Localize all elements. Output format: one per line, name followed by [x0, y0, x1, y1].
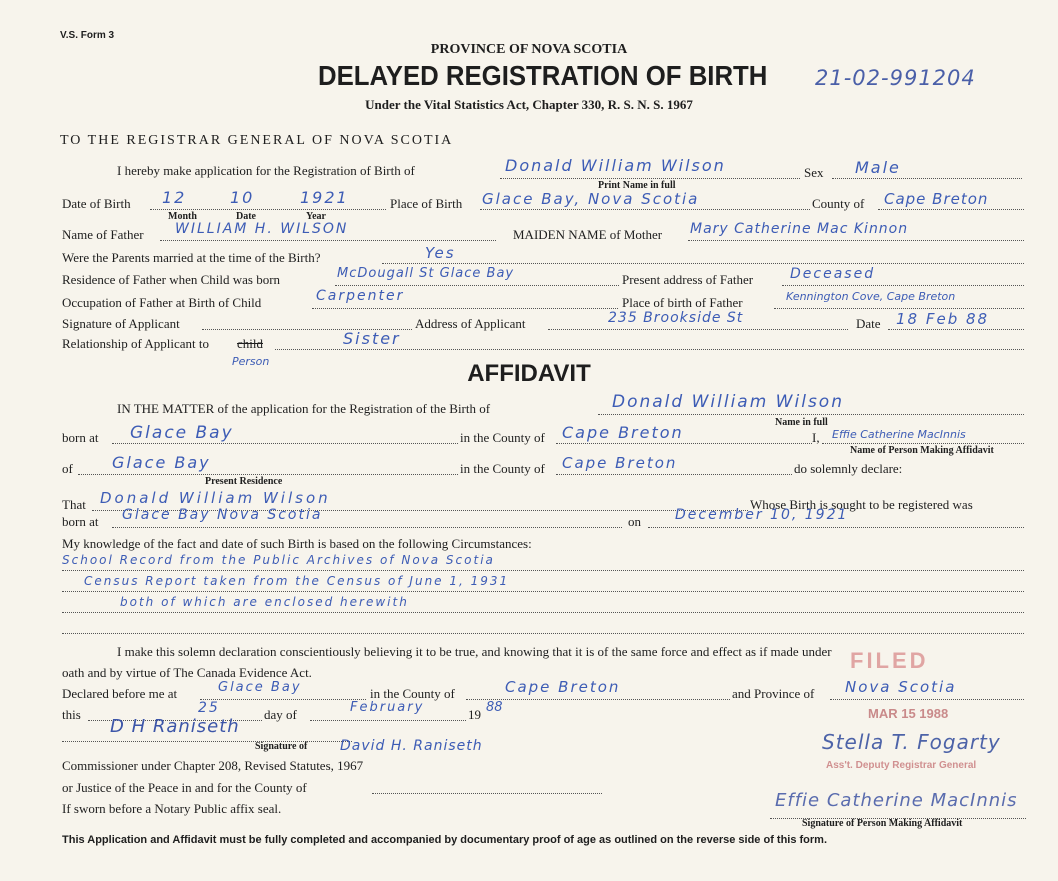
- solemn-declaration-2: oath and by virtue of The Canada Evidence Act.: [62, 665, 312, 680]
- date-value: 18 Feb 88: [896, 310, 990, 328]
- to-registrar-line: TO THE REGISTRAR GENERAL OF NOVA SCOTIA: [60, 133, 454, 148]
- relationship-inserted: Person: [232, 355, 270, 368]
- date-line: [888, 329, 1024, 330]
- father-birthplace-label: Place of birth of Father: [622, 295, 743, 310]
- present-address-line: [782, 285, 1024, 286]
- father-value: WILLIAM H. WILSON: [175, 221, 349, 237]
- that-value: Donald William Wilson: [100, 489, 331, 507]
- occupation-value: Carpenter: [316, 288, 405, 304]
- born-at2-value: Glace Bay Nova Scotia: [122, 507, 323, 523]
- circumstance-2: Census Report taken from the Census of June 1, 1931: [84, 574, 510, 588]
- print-name-hint: Print Name in full: [598, 180, 676, 191]
- signature-label: Signature of Applicant: [62, 316, 180, 331]
- declared-line: [200, 699, 366, 700]
- place-of-birth-label: Place of Birth: [390, 196, 463, 211]
- of-value: Glace Bay: [112, 453, 211, 472]
- mother-line: [688, 240, 1024, 241]
- circumstance-3: both of which are enclosed herewith: [120, 595, 409, 609]
- footer-note: This Application and Affidavit must be fully completed and accompanied by documentary proof of age as outlined on the reverse side of this form.: [62, 834, 828, 846]
- father-birthplace-value: Kennington Cove, Cape Breton: [786, 290, 956, 303]
- aff-county2-value: Cape Breton: [562, 454, 678, 472]
- circumstance-line-3: [62, 612, 1024, 613]
- circumstance-line-2: [62, 591, 1024, 592]
- declare-label: do solemnly declare:: [794, 461, 903, 476]
- month-value: February: [350, 700, 425, 715]
- on-label: on: [628, 514, 641, 529]
- present-address-label: Present address of Father: [622, 272, 754, 287]
- justice-line: [372, 793, 602, 794]
- province-value: Nova Scotia: [845, 678, 957, 696]
- mother-value: Mary Catherine Mac Kinnon: [690, 221, 909, 237]
- that-label: That: [62, 497, 86, 512]
- month-line: [310, 720, 466, 721]
- dob-label: Date of Birth: [62, 196, 131, 211]
- registrar-signature: Stella T. Fogarty: [822, 730, 1001, 754]
- born-at-line-2: [112, 527, 622, 528]
- address-line: [548, 329, 848, 330]
- knowledge-label: My knowledge of the fact and date of such Birth is based on the following Circumstances:: [62, 536, 532, 551]
- occupation-label: Occupation of Father at Birth of Child: [62, 295, 262, 310]
- county-label: County of: [812, 196, 865, 211]
- born-at-label: born at: [62, 430, 99, 445]
- affiant-signature-label: Signature of Person Making Affidavit: [802, 818, 963, 829]
- address-label: Address of Applicant: [415, 316, 526, 331]
- address-value: 235 Brookside St: [608, 310, 744, 326]
- born-at-label-2: born at: [62, 514, 99, 529]
- signature-of-label: Signature of: [255, 741, 308, 752]
- declared-value: Glace Bay: [218, 680, 302, 695]
- county-of-line-3: [466, 699, 730, 700]
- dob-year: 1921: [300, 188, 349, 207]
- county-of-label: in the County of: [460, 430, 545, 445]
- sex-label: Sex: [804, 165, 824, 180]
- county-line: [878, 209, 1024, 210]
- county-value: Cape Breton: [884, 190, 989, 208]
- i-label: I,: [812, 430, 820, 445]
- circumstance-line-4: [62, 633, 1024, 634]
- commissioner-signature: D H Raniseth: [110, 716, 240, 737]
- whose-label: Whose Birth is sought to be registered was: [750, 497, 973, 512]
- matter-value: Donald William Wilson: [612, 392, 844, 412]
- relationship-line: [275, 349, 1024, 350]
- place-of-birth-value: Glace Bay, Nova Scotia: [482, 190, 700, 208]
- of-line: [78, 474, 458, 475]
- county-of-line-2: [556, 474, 792, 475]
- day-value: 25: [198, 700, 220, 716]
- affiant-name-hint: Name of Person Making Affidavit: [850, 445, 994, 456]
- born-at-line: [112, 443, 458, 444]
- dob-month: 12: [162, 188, 187, 207]
- commissioner-sig-line: [62, 741, 352, 742]
- residence-line: [335, 285, 619, 286]
- commissioner-label: Commissioner under Chapter 208, Revised Statutes, 1967: [62, 758, 364, 773]
- commissioner-name: David H. Raniseth: [340, 738, 483, 754]
- declared-label: Declared before me at: [62, 686, 178, 701]
- father-birthplace-line: [774, 308, 1024, 309]
- residence-label: Residence of Father when Child was born: [62, 272, 281, 287]
- sex-value: Male: [855, 158, 901, 177]
- born-at-value: Glace Bay: [130, 423, 234, 443]
- justice-label: or Justice of the Peace in and for the County of: [62, 780, 307, 795]
- of-label: of: [62, 461, 73, 476]
- matter-label: IN THE MATTER of the application for the Registration of the Birth of: [117, 401, 491, 416]
- this-label: this: [62, 707, 81, 722]
- year-hint: Year: [306, 211, 326, 222]
- filed-stamp-date: MAR 15 1988: [868, 706, 949, 721]
- residence-value: McDougall St Glace Bay: [337, 266, 515, 281]
- name-in-full-hint: Name in full: [775, 417, 828, 428]
- notary-label: If sworn before a Notary Public affix seal.: [62, 801, 282, 816]
- affiant-line: [822, 443, 1024, 444]
- year-prefix: 19: [468, 707, 481, 722]
- intro-label: I hereby make application for the Registration of Birth of: [117, 163, 415, 178]
- date-hint: Date: [236, 211, 256, 222]
- married-label: Were the Parents married at the time of the Birth?: [62, 250, 321, 265]
- registrar-title: Ass't. Deputy Registrar General: [826, 760, 977, 771]
- month-hint: Month: [168, 211, 197, 222]
- solemn-declaration-1: I make this solemn declaration conscientiously believing it to be true, and knowing that it is of the same force and effect as if made under: [117, 644, 832, 659]
- county-of-label-2: in the County of: [460, 461, 545, 476]
- day-of-label: day of: [264, 707, 297, 722]
- present-residence-hint: Present Residence: [205, 476, 283, 487]
- name-line: [500, 178, 800, 179]
- on-line: [648, 527, 1024, 528]
- on-value: December 10, 1921: [675, 507, 849, 523]
- mother-label: MAIDEN NAME of Mother: [513, 227, 663, 242]
- relationship-struck: child: [237, 336, 263, 351]
- married-line: [382, 263, 1024, 264]
- registration-number: 21-02-991204: [815, 66, 976, 90]
- circumstance-line-1: [62, 570, 1024, 571]
- married-value: Yes: [425, 244, 456, 262]
- place-line: [480, 209, 810, 210]
- matter-line: [598, 414, 1024, 415]
- dob-date: 10: [230, 188, 255, 207]
- affiant-name-value: Effie Catherine MacInnis: [832, 428, 966, 441]
- affidavit-heading: AFFIDAVIT: [467, 360, 591, 387]
- form-subtitle: Under the Vital Statistics Act, Chapter 330, R. S. N. S. 1967: [365, 97, 693, 112]
- relationship-value: Sister: [343, 329, 401, 348]
- province-line: [830, 699, 1024, 700]
- date-label: Date: [856, 316, 881, 331]
- sex-line: [832, 178, 1022, 179]
- form-title: DELAYED REGISTRATION OF BIRTH: [318, 60, 768, 91]
- occupation-line: [312, 308, 618, 309]
- circumstance-1: School Record from the Public Archives of Nova Scotia: [62, 553, 495, 567]
- present-address-value: Deceased: [790, 266, 876, 282]
- aff-county-value: Cape Breton: [562, 423, 684, 442]
- dob-line: [150, 209, 386, 210]
- form-number: V.S. Form 3: [60, 30, 115, 41]
- father-line: [160, 240, 496, 241]
- affiant-signature: Effie Catherine MacInnis: [775, 790, 1018, 811]
- province-heading: PROVINCE OF NOVA SCOTIA: [430, 42, 628, 57]
- county-of-label-3: in the County of: [370, 686, 455, 701]
- year-value: 88: [486, 700, 503, 715]
- province-label: and Province of: [732, 686, 815, 701]
- county-of-line: [556, 443, 812, 444]
- declared-county-value: Cape Breton: [505, 678, 621, 696]
- child-name-value: Donald William Wilson: [505, 156, 726, 175]
- filed-stamp: FILED: [850, 648, 929, 673]
- father-label: Name of Father: [62, 227, 144, 242]
- relationship-label: Relationship of Applicant to: [62, 336, 209, 351]
